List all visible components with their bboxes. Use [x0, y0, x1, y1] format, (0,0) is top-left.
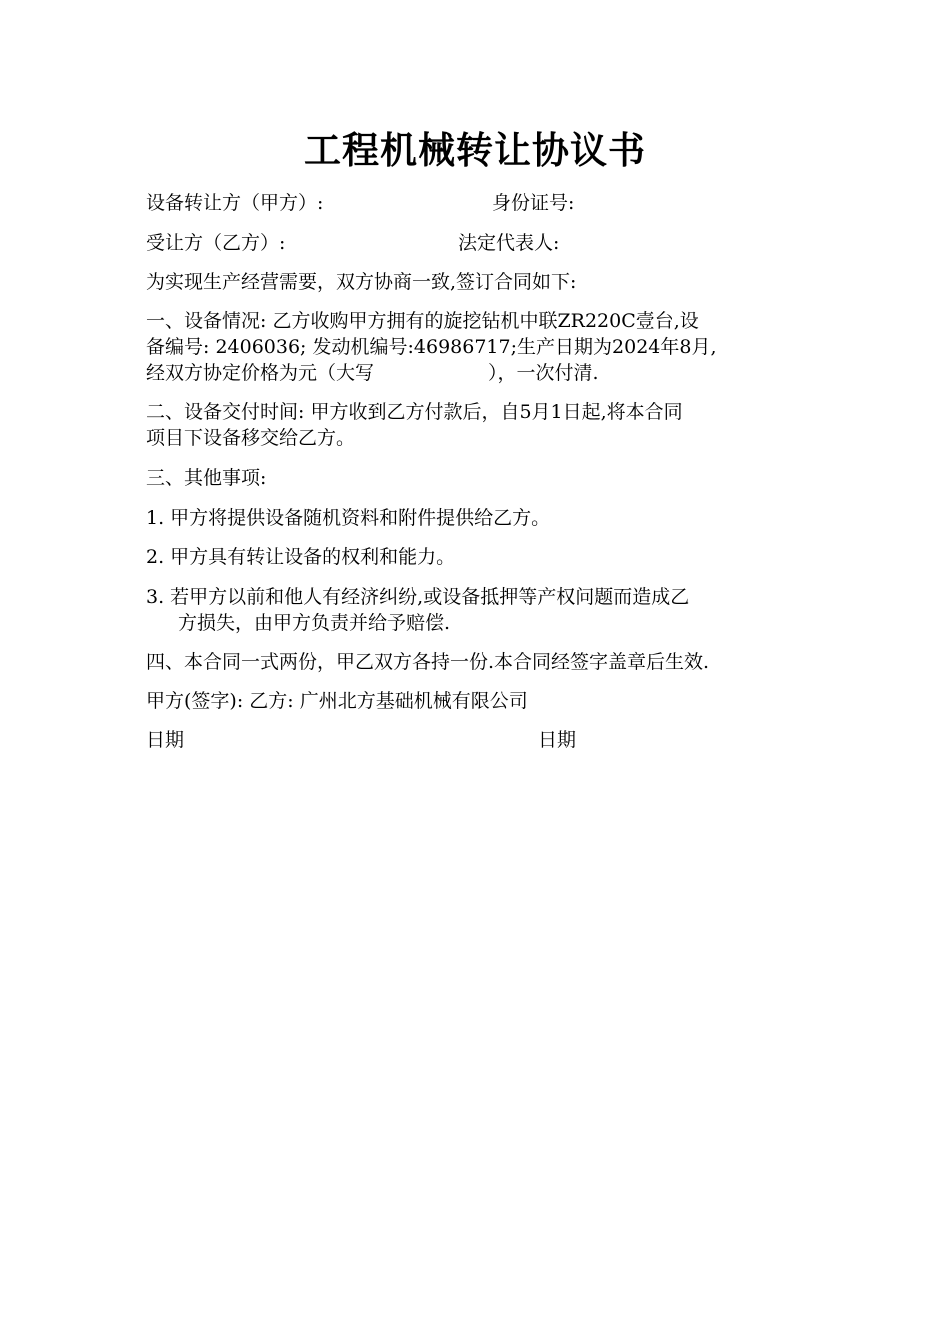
legal-rep-label: 法定代表人: [458, 232, 560, 254]
document-title: 工程机械转让协议书 [304, 128, 646, 172]
other-item-2: 2. 甲方具有转让设备的权利和能力。 [146, 546, 456, 568]
section-equipment-line-3: 经双方协定价格为元（大写 ），一次付清. [146, 362, 599, 384]
section-equipment-line-1: 一、设备情况: 乙方收购甲方拥有的旋挖钻机中联ZR220C壹台,设 [146, 310, 699, 332]
party-a-label: 设备转让方（甲方）: [146, 192, 324, 214]
date-left-label: 日期 [146, 729, 185, 751]
party-b-label: 受让方（乙方）: [146, 232, 286, 254]
section-equipment-line-2: 备编号: 2406036; 发动机编号:46986717;生产日期为2024年8月, [146, 336, 717, 358]
date-right-label: 日期 [538, 729, 577, 751]
section-other-heading: 三、其他事项: [146, 467, 267, 489]
other-item-3 [146, 584, 806, 636]
id-number-label: 身份证号: [492, 192, 575, 214]
other-item-1: 1. 甲方将提供设备随机资料和附件提供给乙方。 [146, 507, 551, 529]
other-item-3-line-2: 方损失，由甲方负责并给予赔偿. [178, 612, 451, 634]
section-validity: 四、本合同一式两份，甲乙双方各持一份.本合同经签字盖章后生效. [146, 651, 710, 673]
signature-line: 甲方(签字): 乙方: 广州北方基础机械有限公司 [146, 690, 528, 712]
section-equipment [146, 308, 806, 386]
section-delivery [146, 399, 806, 451]
section-delivery-line-2: 项目下设备移交给乙方。 [146, 427, 356, 449]
other-item-3-line-1: 3. 若甲方以前和他人有经济纠纷,或设备抵押等产权问题而造成乙 [146, 586, 690, 608]
intro-text: 为实现生产经营需要，双方协商一致,签订合同如下: [146, 271, 577, 293]
section-delivery-line-1: 二、设备交付时间: 甲方收到乙方付款后，自5月1日起,将本合同 [146, 401, 683, 423]
